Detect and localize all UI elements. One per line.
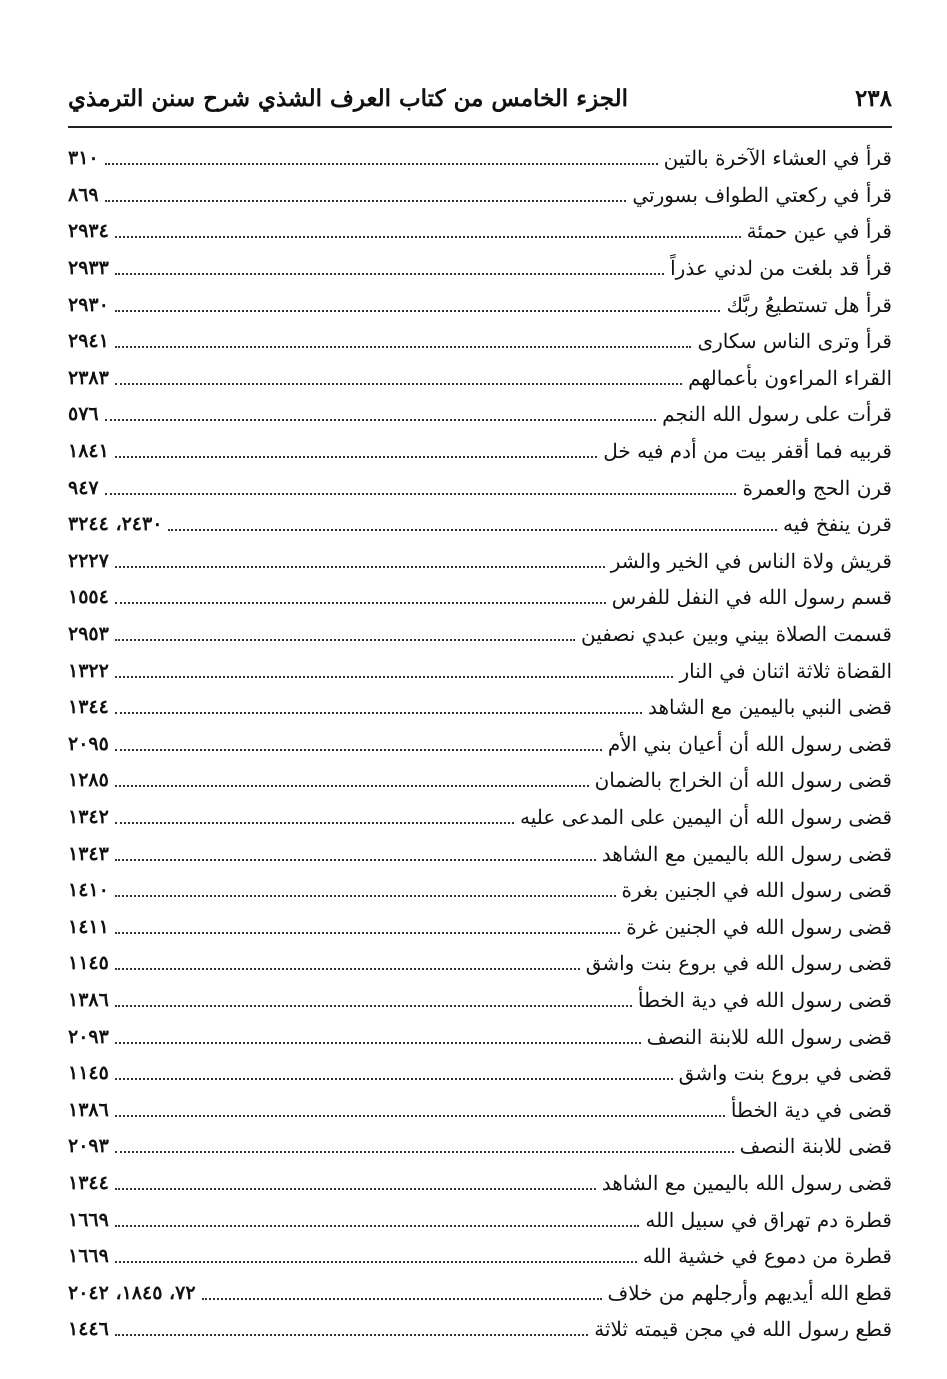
leader-dots	[115, 383, 682, 385]
entry-number: ٨٦٩	[68, 183, 99, 206]
entry-number: ٢٩٣٣	[68, 257, 109, 280]
entry-number: ١٤٤٦	[68, 1318, 109, 1341]
leader-dots	[115, 1225, 640, 1227]
entry-text: قضى رسول الله باليمين مع الشاهد	[601, 1170, 892, 1195]
entry-text: قرأ في العشاء الآخرة بالتين	[663, 146, 892, 171]
index-entry	[68, 945, 892, 982]
index-entry	[68, 1238, 892, 1275]
entry-number: ١٤١٠	[68, 879, 109, 902]
index-entry	[68, 726, 892, 763]
entry-number: ٢٩٣٤	[68, 220, 109, 243]
index-entry	[68, 1091, 892, 1128]
entry-number: ١٦٦٩	[68, 1208, 109, 1231]
leader-dots	[115, 712, 642, 714]
entry-text: قرأ في عين حمئة	[746, 219, 892, 244]
index-entry	[68, 213, 892, 250]
entry-text: قرن الحج والعمرة	[742, 475, 892, 500]
index-entry	[68, 433, 892, 470]
entry-number: ٣١٠	[68, 147, 99, 170]
entry-text: قرأت على رسول الله النجم	[662, 402, 892, 427]
index-entry	[68, 1274, 892, 1311]
entry-text: قطع الله أيديهم وأرجلهم من خلاف	[607, 1280, 892, 1305]
entry-number: ١٢٨٥	[68, 769, 109, 792]
entry-number: ١٣٤٢	[68, 805, 109, 828]
leader-dots	[115, 273, 664, 275]
entry-number: ١٣٢٢	[68, 659, 109, 682]
entry-text: قضى رسول الله أن أعيان بني الأم	[607, 731, 892, 756]
entry-number: ٢٣٨٣	[68, 366, 109, 389]
leader-dots	[115, 1005, 632, 1007]
leader-dots	[115, 1151, 734, 1153]
index-entry	[68, 908, 892, 945]
entry-text: قرأ في ركعتي الطواف بسورتي	[632, 182, 892, 207]
index-entry	[68, 1018, 892, 1055]
entry-text: قسم رسول الله في النفل للفرس	[611, 585, 892, 610]
leader-dots	[115, 822, 514, 824]
entry-text: قطرة من دموع في خشية الله	[642, 1244, 892, 1269]
index-entry	[68, 1055, 892, 1092]
entry-text: قطرة دم تهراق في سبيل الله	[645, 1207, 892, 1232]
entry-number: ١٣٤٤	[68, 696, 109, 719]
leader-dots	[115, 785, 589, 787]
entry-text: قطع رسول الله في مجن قيمته ثلاثة	[594, 1317, 892, 1342]
index-entry	[68, 1165, 892, 1202]
index-entry	[68, 616, 892, 653]
leader-dots	[168, 529, 777, 531]
index-entry	[68, 1128, 892, 1165]
leader-dots	[115, 346, 692, 348]
entry-number: ٢٠٩٣	[68, 1135, 109, 1158]
leader-dots	[105, 163, 658, 165]
leader-dots	[115, 456, 597, 458]
leader-dots	[202, 1298, 602, 1300]
leader-dots	[105, 493, 737, 495]
entry-number: ١٣٤٣	[68, 842, 109, 865]
entry-text: قضى النبي باليمين مع الشاهد	[648, 695, 892, 720]
leader-dots	[105, 200, 627, 202]
index-entry	[68, 762, 892, 799]
index-entry	[68, 396, 892, 433]
entry-number: ١٣٨٦	[68, 1098, 109, 1121]
entry-text: القراء المراءون بأعمالهم	[688, 365, 892, 390]
entry-text: قضى رسول الله في دية الخطأ	[637, 987, 892, 1012]
leader-dots	[115, 1115, 725, 1117]
entry-number: ١١٤٥	[68, 1062, 109, 1085]
index-entry	[68, 140, 892, 177]
index-entry	[68, 579, 892, 616]
entry-text: قضى رسول الله في الجنين بغرة	[621, 878, 892, 903]
entry-text: قسمت الصلاة بيني وبين عبدي نصفين	[581, 622, 892, 647]
index-entry	[68, 1311, 892, 1348]
entry-number: ٢٢٢٧	[68, 549, 109, 572]
index-entry	[68, 652, 892, 689]
leader-dots	[115, 1334, 588, 1336]
index-entry	[68, 543, 892, 580]
index-entry	[68, 177, 892, 214]
entry-number: ٩٤٧	[68, 476, 99, 499]
leader-dots	[105, 419, 657, 421]
entry-text: قرأ وترى الناس سكارى	[697, 329, 892, 354]
index-entry	[68, 250, 892, 287]
entry-text: قضى للابنة النصف	[739, 1134, 892, 1159]
entry-text: قضى رسول الله أن اليمين على المدعى عليه	[520, 804, 892, 829]
book-title: الجزء الخامس من كتاب العرف الشذي شرح سنن الترمذي	[68, 84, 629, 112]
entry-text: قضى رسول الله في بروع بنت واشق	[585, 951, 892, 976]
index-entry	[68, 360, 892, 397]
index-entry	[68, 286, 892, 323]
leader-dots	[115, 602, 606, 604]
index-entry	[68, 799, 892, 836]
leader-dots	[115, 310, 721, 312]
index-list	[68, 140, 892, 1348]
entry-number: ٢٩٤١	[68, 330, 109, 353]
entry-text: قربيه فما أقفر بيت من أدم فيه خل	[603, 439, 892, 464]
header-rule	[68, 126, 892, 128]
leader-dots	[115, 566, 605, 568]
page-number: ٢٣٨	[854, 84, 892, 112]
index-entry	[68, 982, 892, 1019]
entry-number: ١٨٤١	[68, 440, 109, 463]
entry-text: قضى رسول الله في الجنين غرة	[626, 914, 892, 939]
entry-text: قضى رسول الله أن الخراج بالضمان	[594, 768, 892, 793]
entry-text: قرن ينفخ فيه	[783, 512, 892, 537]
entry-text: قريش ولاة الناس في الخير والشر	[610, 548, 892, 573]
entry-text: قضى في دية الخطأ	[730, 1097, 892, 1122]
index-entry	[68, 506, 892, 543]
entry-text: قضى رسول الله باليمين مع الشاهد	[601, 841, 892, 866]
index-entry	[68, 689, 892, 726]
leader-dots	[115, 1078, 673, 1080]
entry-number: ٥٧٦	[68, 403, 99, 426]
leader-dots	[115, 1188, 596, 1190]
entry-text: قرأ قد بلغت من لدني عذراً	[670, 256, 892, 281]
leader-dots	[115, 236, 741, 238]
entry-text: قرأ هل تستطيعُ ربَّك	[726, 292, 892, 317]
leader-dots	[115, 968, 580, 970]
index-entry	[68, 872, 892, 909]
leader-dots	[115, 932, 620, 934]
leader-dots	[115, 676, 674, 678]
entry-number: ١٣٤٤	[68, 1171, 109, 1194]
entry-number: ٢٠٩٥	[68, 732, 109, 755]
entry-text: قضى في بروع بنت واشق	[678, 1061, 892, 1086]
leader-dots	[115, 1042, 641, 1044]
entry-number: ١٦٦٩	[68, 1245, 109, 1268]
leader-dots	[115, 1261, 637, 1263]
entry-number: ١٤١١	[68, 915, 109, 938]
index-entry	[68, 323, 892, 360]
leader-dots	[115, 639, 575, 641]
entry-number: ٧٢، ١٨٤٥، ٢٠٤٢	[68, 1281, 196, 1304]
index-entry	[68, 1201, 892, 1238]
entry-number: ٢٩٣٠	[68, 293, 109, 316]
index-entry	[68, 469, 892, 506]
entry-text: قضى رسول الله للابنة النصف	[646, 1024, 892, 1049]
index-entry	[68, 835, 892, 872]
page-header	[68, 78, 892, 118]
entry-number: ٢٩٥٣	[68, 623, 109, 646]
leader-dots	[115, 859, 596, 861]
entry-number: ٢٠٩٣	[68, 1025, 109, 1048]
entry-number: ٢٤٣٠، ٣٢٤٤	[68, 513, 163, 536]
leader-dots	[115, 895, 616, 897]
leader-dots	[115, 749, 602, 751]
entry-number: ١١٤٥	[68, 952, 109, 975]
entry-text: القضاة ثلاثة اثنان في النار	[679, 658, 892, 683]
entry-number: ١٥٥٤	[68, 586, 109, 609]
entry-number: ١٣٨٦	[68, 988, 109, 1011]
